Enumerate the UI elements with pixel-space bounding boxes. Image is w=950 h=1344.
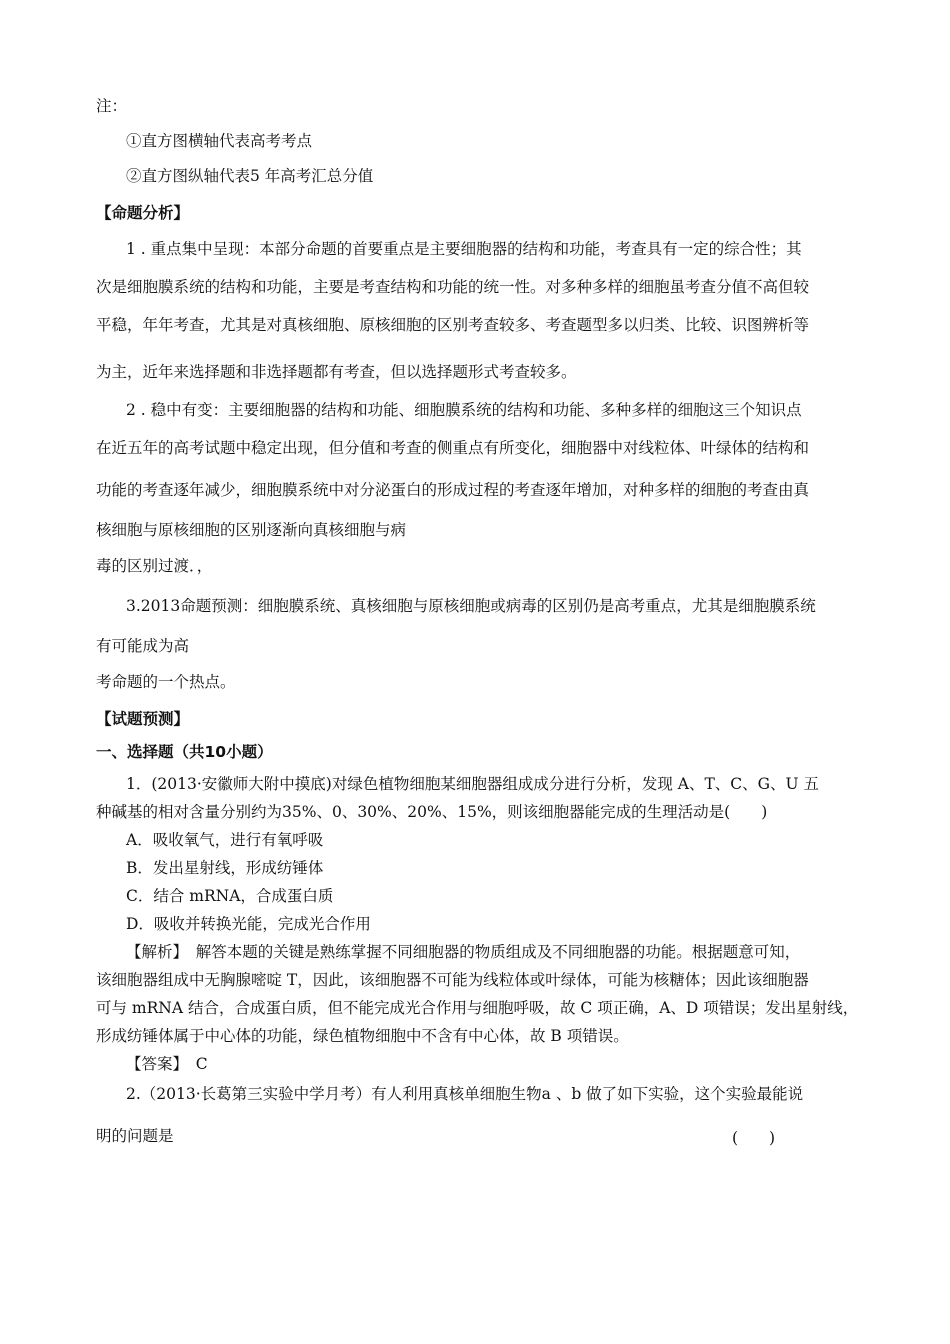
analysis-p1-line3: 平稳，年年考查，尤其是对真核细胞、原核细胞的区别考查较多、考查题型多以归类、比较、识图辨析等 xyxy=(96,316,810,334)
note-item-2: ②直方图纵轴代表5 年高考汇总分值 xyxy=(126,167,374,185)
q1-option-c: C．结合 mRNA，合成蛋白质 xyxy=(126,887,334,905)
analysis-p1-line1: 1 . 重点集中呈现：本部分命题的首要重点是主要细胞器的结构和功能，考查具有一定的综合性；其 xyxy=(126,240,802,258)
q2-stem-line1: 2.（2013·长葛第三实验中学月考）有人利用真核单细胞生物a 、b 做了如下实验，这个实验最能说 xyxy=(126,1085,804,1103)
analysis-p2-line5: 毒的区别过渡．， xyxy=(96,557,213,575)
q1-explanation-line1: 【解析】 解答本题的关键是熟练掌握不同细胞器的物质组成及不同细胞器的功能。根据题意可知， xyxy=(126,943,801,961)
q1-stem-line2: 种碱基的相对含量分别约为35%、0、30%、20%、15%，则该细胞器能完成的生理活动是( ) xyxy=(96,803,768,821)
q1-explanation-line3: 可与 mRNA 结合，合成蛋白质，但不能完成光合作用与细胞呼吸，故 C 项正确，A、D 项错误；发出星射线， xyxy=(96,999,859,1017)
note-label: 注： xyxy=(96,97,128,115)
analysis-p3-line3: 考命题的一个热点。 xyxy=(96,673,236,691)
analysis-p2-line4: 核细胞与原核细胞的区别逐渐向真核细胞与病 xyxy=(96,521,407,539)
analysis-p1-line4: 为主，近年来选择题和非选择题都有考查，但以选择题形式考查较多。 xyxy=(96,363,577,381)
section-title: 一、选择题（共10小题） xyxy=(96,743,273,761)
analysis-p3-line1: 3.2013命题预测：细胞膜系统、真核细胞与原核细胞或病毒的区别仍是高考重点，尤其是细胞膜系统 xyxy=(126,597,816,615)
analysis-p1-line2: 次是细胞膜系统的结构和功能，主要是考查结构和功能的统一性。对多种多样的细胞虽考查分值不高但较 xyxy=(96,278,810,296)
q1-option-d: D．吸收并转换光能，完成光合作用 xyxy=(126,915,371,933)
note-item-1: ①直方图横轴代表高考考点 xyxy=(126,132,313,150)
q1-explanation-line4: 形成纺锤体属于中心体的功能，绿色植物细胞中不含有中心体，故 B 项错误。 xyxy=(96,1027,629,1045)
analysis-p3-line2: 有可能成为高 xyxy=(96,637,190,655)
q2-stem-line2: 明的问题是 xyxy=(96,1127,174,1145)
forecast-heading: 【试题预测】 xyxy=(96,710,190,728)
q1-option-a: A．吸收氧气，进行有氧呼吸 xyxy=(126,831,324,849)
q1-answer: 【答案】 C xyxy=(126,1055,208,1073)
analysis-heading: 【命题分析】 xyxy=(96,204,190,222)
q2-answer-blank: ( ) xyxy=(732,1129,776,1147)
q1-explanation-line2: 该细胞器组成中无胸腺嘧啶 T，因此，该细胞器不可能为线粒体或叶绿体，可能为核糖体；因此该细胞器 xyxy=(96,971,809,989)
q1-stem-line1: 1．(2013·安徽师大附中摸底)对绿色植物细胞某细胞器组成成分进行分析，发现 A、T、C、G、U 五 xyxy=(126,775,820,793)
q1-option-b: B．发出星射线，形成纺锤体 xyxy=(126,859,324,877)
analysis-p2-line2: 在近五年的高考试题中稳定出现，但分值和考查的侧重点有所变化，细胞器中对线粒体、叶绿体的结构和 xyxy=(96,439,810,457)
analysis-p2-line1: 2 . 稳中有变：主要细胞器的结构和功能、细胞膜系统的结构和功能、多种多样的细胞这三个知识点 xyxy=(126,401,802,419)
analysis-p2-line3: 功能的考查逐年减少，细胞膜系统中对分泌蛋白的形成过程的考查逐年增加，对种多样的细胞的考查由真 xyxy=(96,481,810,499)
